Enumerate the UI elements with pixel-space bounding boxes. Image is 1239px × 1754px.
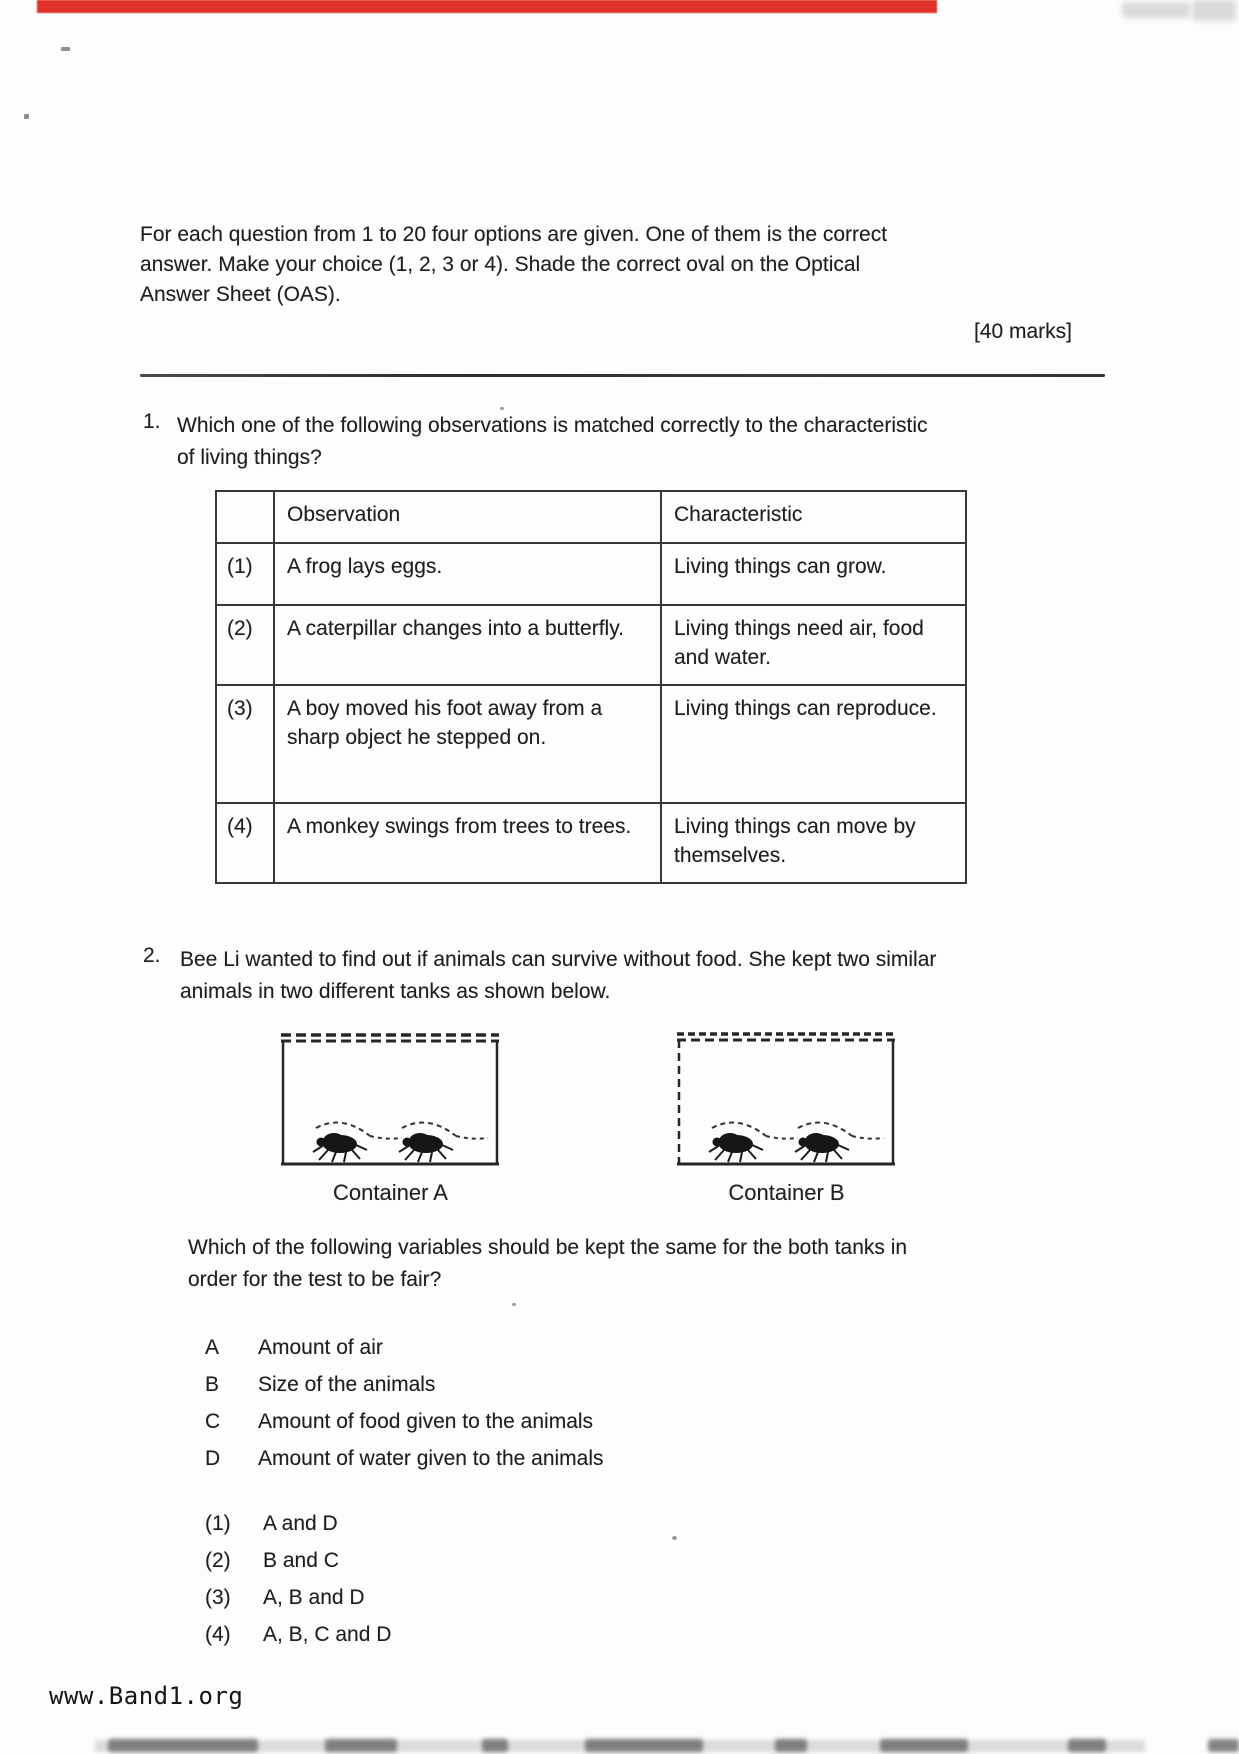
- scan-mark-dash: [61, 47, 70, 51]
- variable-letter: C: [205, 1410, 221, 1433]
- scan-bottom-blob: [482, 1739, 508, 1752]
- scan-bottom-blob: [775, 1739, 807, 1752]
- characteristic-cell: Living things need air, food and water.: [661, 605, 966, 685]
- container-a-label: Container A: [333, 1180, 448, 1205]
- beetle-figure: [399, 1123, 488, 1162]
- instructions-line: answer. Make your choice (1, 2, 3 or 4). Shade the correct oval on the Optical: [140, 253, 861, 276]
- characteristic-cell: Living things can grow.: [661, 543, 966, 605]
- observation-cell: A frog lays eggs.: [274, 543, 661, 605]
- scan-bottom-blob: [585, 1739, 703, 1752]
- scan-bottom-blob: [1208, 1739, 1239, 1752]
- beetle-figure: [313, 1123, 402, 1162]
- question2-line: Bee Li wanted to find out if animals can survive without food. She kept two similar: [180, 948, 937, 971]
- row-number-cell: (3): [216, 685, 274, 803]
- choice-text: B and C: [263, 1549, 339, 1572]
- table-row: [216, 605, 966, 685]
- scan-speck: [672, 1536, 677, 1540]
- scan-mark-dot: [24, 114, 29, 119]
- variable-item-a: [205, 1336, 383, 1360]
- beetle-figure: [795, 1123, 884, 1162]
- header-cell-observation: Observation: [274, 491, 661, 543]
- table-header-row: [216, 491, 966, 543]
- row-number-cell: (2): [216, 605, 274, 685]
- header-cell-characteristic: Characteristic: [661, 491, 966, 543]
- sub-question-line: Which of the following variables should be kept the same for the both tanks in: [188, 1236, 908, 1259]
- row-number-cell: (1): [216, 543, 274, 605]
- variable-text: Size of the animals: [258, 1373, 436, 1396]
- scan-smudge: [1192, 0, 1236, 21]
- question2-sub-question: [188, 1232, 1108, 1296]
- question1-line: of living things?: [177, 446, 322, 469]
- scan-speck: [500, 407, 504, 410]
- characteristic-cell: Living things can move by themselves.: [661, 803, 966, 883]
- choice-text: A and D: [263, 1512, 338, 1535]
- table-row: [216, 685, 966, 803]
- question1-line: Which one of the following observations is matched correctly to the characteristic: [177, 414, 928, 437]
- choice-number: (1): [205, 1512, 231, 1535]
- observation-cell: A boy moved his foot away from a sharp object he stepped on.: [274, 685, 661, 803]
- sub-question-line: order for the test to be fair?: [188, 1268, 442, 1291]
- choice-number: (4): [205, 1623, 231, 1646]
- question2-text: [180, 944, 1120, 1008]
- instructions-line: Answer Sheet (OAS).: [140, 283, 341, 306]
- variable-text: Amount of food given to the animals: [258, 1410, 594, 1433]
- variable-letter: A: [205, 1336, 220, 1359]
- scan-bottom-blob: [108, 1739, 258, 1752]
- scan-red-edge-bar: [37, 0, 937, 13]
- container-b-diagram: [674, 1026, 899, 1174]
- observation-cell: A caterpillar changes into a butterfly.: [274, 605, 661, 685]
- choice-option-4: [205, 1623, 391, 1647]
- container-a-diagram: [278, 1026, 503, 1174]
- scan-smudge: [1122, 2, 1190, 18]
- instructions-paragraph: [140, 220, 1040, 310]
- choice-number: (2): [205, 1549, 231, 1572]
- table-row: [216, 543, 966, 605]
- observation-cell: A monkey swings from trees to trees.: [274, 803, 661, 883]
- choice-text: A, B and D: [263, 1586, 365, 1609]
- choice-option-2: [205, 1549, 339, 1573]
- variable-letter: B: [205, 1373, 220, 1396]
- scan-bottom-blob: [880, 1739, 968, 1752]
- question2-number: 2.: [143, 944, 161, 967]
- question1-number: 1.: [143, 410, 161, 433]
- question1-text: [177, 410, 1107, 474]
- variable-item-c: [205, 1410, 593, 1434]
- choice-option-1: [205, 1512, 338, 1536]
- variable-item-b: [205, 1373, 435, 1397]
- row-number-cell: (4): [216, 803, 274, 883]
- container-b-label: Container B: [728, 1180, 845, 1205]
- marks-note: [40 marks]: [973, 320, 1072, 343]
- scan-bottom-blob: [325, 1739, 397, 1752]
- choice-text: A, B, C and D: [263, 1623, 392, 1646]
- question2-line: animals in two different tanks as shown below.: [180, 980, 611, 1003]
- instructions-line: For each question from 1 to 20 four options are given. One of them is the correct: [140, 223, 888, 246]
- header-cell-blank: [216, 491, 274, 543]
- table-row: [216, 803, 966, 883]
- choice-option-3: [205, 1586, 365, 1610]
- section-divider-rule: [140, 374, 1105, 377]
- scan-bottom-blob: [1068, 1739, 1106, 1752]
- observation-characteristic-table: [215, 490, 967, 884]
- characteristic-cell: Living things can reproduce.: [661, 685, 966, 803]
- variable-text: Amount of water given to the animals: [258, 1447, 604, 1470]
- beetle-figure: [709, 1123, 798, 1162]
- footer-url: www.Band1.org: [49, 1682, 244, 1710]
- choice-number: (3): [205, 1586, 231, 1609]
- variable-text: Amount of air: [258, 1336, 383, 1359]
- variable-item-d: [205, 1447, 604, 1471]
- variable-letter: D: [205, 1447, 221, 1470]
- scan-speck: [512, 1303, 516, 1306]
